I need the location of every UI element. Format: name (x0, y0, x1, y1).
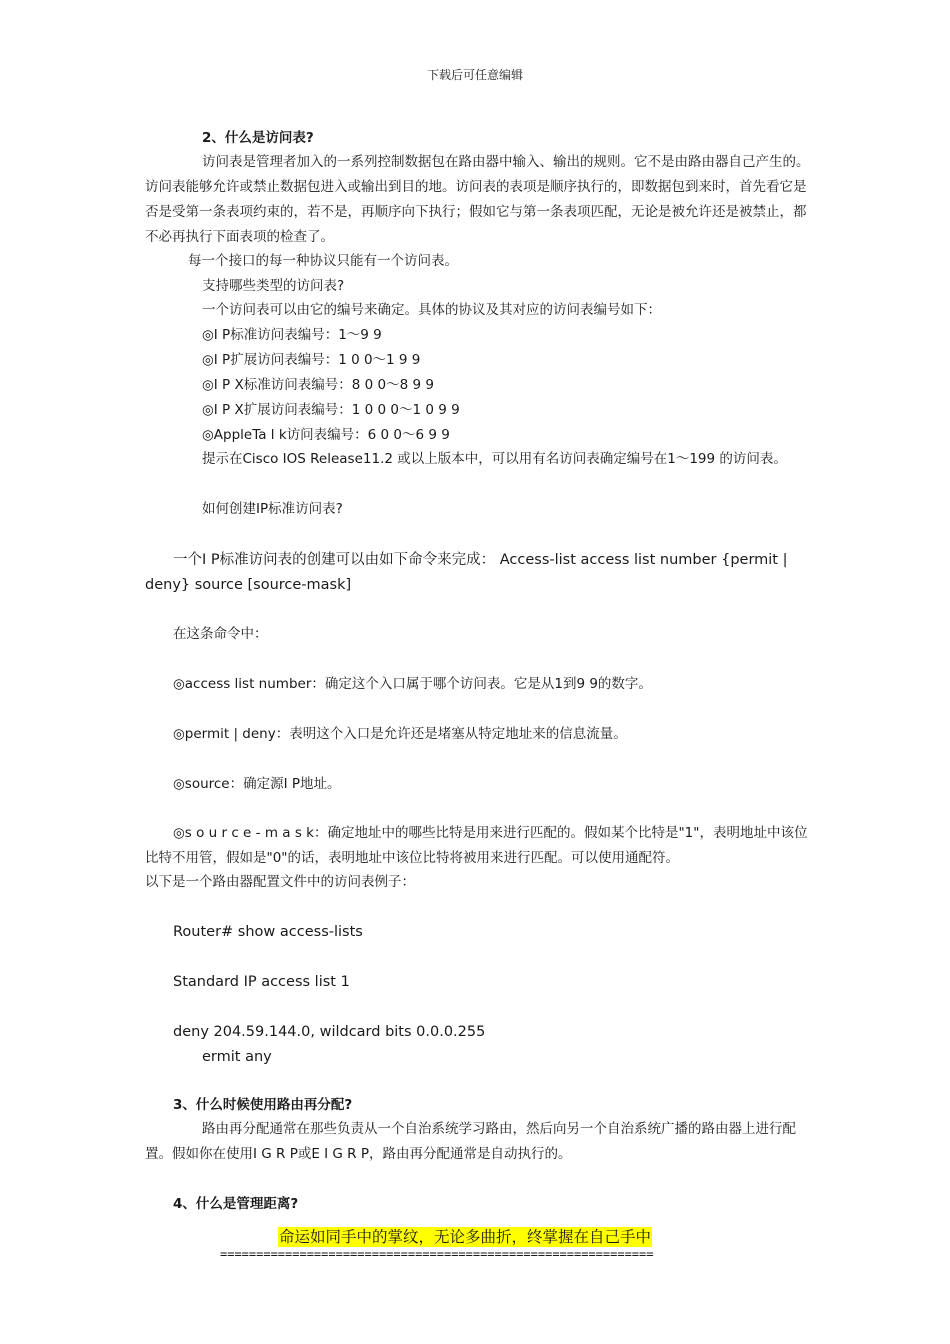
section-2-paragraph-3: 支持哪些类型的访问表? (202, 278, 345, 294)
param-permit-deny: ◎permit | deny：表明这个入口是允许还是堵塞从特定地址来的信息流量。 (173, 726, 627, 742)
param-source-mask: ◎s o u r c e - m a s k：确定地址中的哪些比特是用来进行匹配的。假如某个比特是"1"，表明地址中该位比特不用管，假如是"0"的话，表明地址中该位比特将被用来进行匹配。可以使用通配符。 (145, 825, 808, 866)
list-item: ◎AppleTa l k访问表编号：6 0 0～6 9 9 (202, 427, 450, 443)
example-command-3: deny 204.59.144.0, wildcard bits 0.0.0.255 (173, 1024, 486, 1040)
list-item: ◎I P扩展访问表编号：1 0 0～1 9 9 (202, 352, 421, 368)
section-2-paragraph-2: 每一个接口的每一种协议只能有一个访问表。 (188, 253, 458, 269)
example-command-2: Standard IP access list 1 (173, 974, 350, 990)
how-to-create-heading: 如何创建IP标准访问表? (202, 501, 343, 517)
example-command-1: Router# show access-lists (173, 924, 363, 940)
section-2-paragraph-1: 访问表是管理者加入的一系列控制数据包在路由器中输入、输出的规则。它不是由路由器自己产生的。访问表能够允许或禁止数据包进入或输出到目的地。访问表的表项是顺序执行的，即数据包到来时，首先看它是否是受第一条表项约束的，若不是，再顺序向下执行；假如它与第一条表项匹配，无论是被允许还是被禁止，都不必再执行下面表项的检查了。 (145, 154, 810, 245)
in-command-label: 在这条命令中： (173, 626, 268, 642)
example-command-4: ermit any (202, 1049, 272, 1065)
list-item: ◎I P X扩展访问表编号：1 0 0 0～1 0 9 9 (202, 402, 460, 418)
footer-rule: ============================================================ (220, 1247, 654, 1261)
list-item: ◎I P X标准访问表编号：8 0 0～8 9 9 (202, 377, 434, 393)
create-command-paragraph: 一个I P标准访问表的创建可以由如下命令来完成： Access-list access list number {permit | deny} source [source-mask] (145, 552, 788, 593)
param-access-list-number: ◎access list number：确定这个入口属于哪个访问表。它是从1到9 9的数字。 (173, 676, 652, 692)
section-2-paragraph-4: 一个访问表可以由它的编号来确定。具体的协议及其对应的访问表编号如下： (202, 302, 661, 318)
list-item: ◎I P标准访问表编号：1～9 9 (202, 327, 382, 343)
section-2-heading: 2、什么是访问表? (202, 130, 314, 146)
section-4-heading: 4、什么是管理距离? (173, 1196, 299, 1212)
example-intro: 以下是一个路由器配置文件中的访问表例子： (145, 874, 415, 890)
footer-motto: 命运如同手中的掌纹，无论多曲折，终掌握在自己手中 (279, 1228, 652, 1246)
section-3-paragraph: 路由再分配通常在那些负责从一个自治系统学习路由，然后向另一个自治系统广播的路由器上进行配置。假如你在使用I G R P或E I G R P，路由再分配通常是自动执行的。 (145, 1121, 796, 1162)
section-3-heading: 3、什么时候使用路由再分配? (173, 1097, 353, 1113)
tip-paragraph: 提示在Cisco IOS Release11.2 或以上版本中，可以用有名访问表确定编号在1～199 的访问表。 (202, 451, 787, 467)
param-source: ◎source：确定源I P地址。 (173, 776, 341, 792)
page-header: 下载后可任意编辑 (426, 68, 523, 82)
